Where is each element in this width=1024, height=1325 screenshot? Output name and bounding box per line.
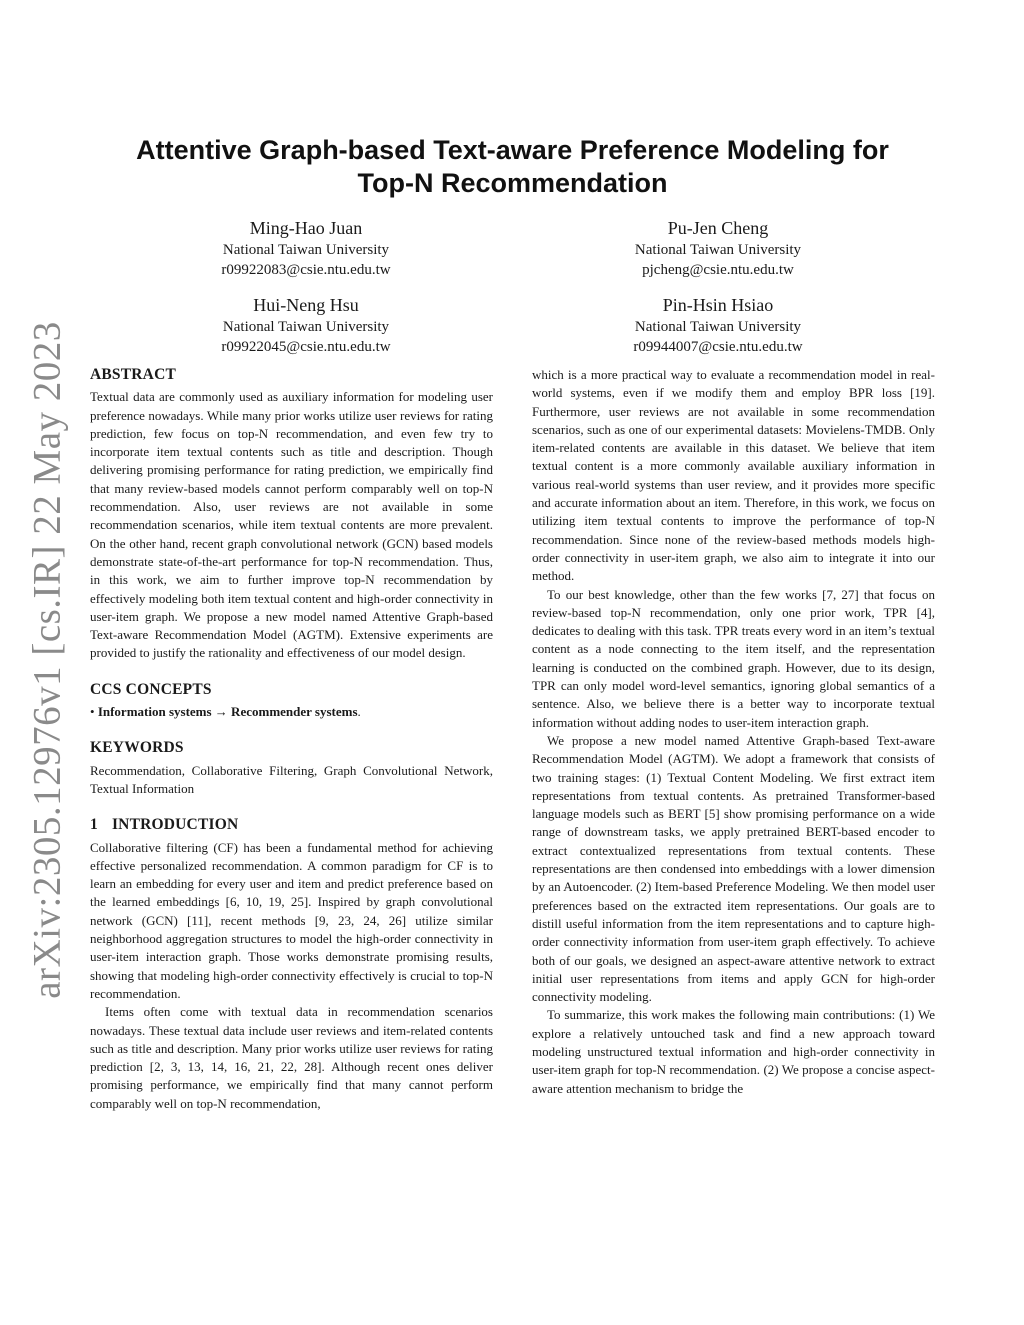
right-column xyxy=(532,366,935,1098)
ccs-heading: CCS CONCEPTS xyxy=(90,680,212,698)
author-2 xyxy=(568,216,868,280)
paper-title xyxy=(90,134,935,200)
right-paragraph-3: We propose a new model named Attentive Graph-based Text-aware Recommendation Model (AGTM). We adopt a framework that consists of two training stages: (1) Textual Content Modeling. We first extract item representations from textual contents. As pretrained Transformer-based language models such as BERT [5] show promising performance on a wide range of downstream tasks, we apply pretrained BERT-based encoder to extract contextualized representations from textual contents. These representations are then condensed into embeddings with a lower dimension by an Autoencoder. (2) Item-based Preference Modeling. We then model user preferences based on the extracted item representations. Our goals are to distill useful information from the item representations and to capture high-order connectivity information from user-item graph effectively. To achieve both of our goals, we designed an aspect-aware attentive network to extract initial user representations from items and apply GCN for high-order connectivity modeling. xyxy=(532,732,935,1005)
right-paragraph-1: which is a more practical way to evaluate a recommendation model in real-world systems, even if we modify them and employ BPR loss [19]. Furthermore, user reviews are not available in some recommendation scenarios, such as one of our experimental datasets: Movielens-TMDB. Only item-related contents are available in this dataset. We believe that item textual content is a more commonly available auxiliary information in various real-world systems than user review, and it provides more specific and accurate information about an item. Therefore, in this work, we focus on utilizing item textual contents to improve the performance of top-N recommendation. Since none of the review-based methods models high-order connectivity in user-item graph, we also aim to integrate it into our method. xyxy=(532,367,935,584)
right-paragraph-4: To summarize, this work makes the following main contributions: (1) We explore a relatively untouched task and find a new approach toward modeling unstructured textual information and high-order connectivity in user-item graph for top-N recommendation. (2) We propose a concise aspect-aware attention mechanism to bridge the xyxy=(532,1007,935,1096)
title-line-2: Top-N Recommendation xyxy=(357,168,668,198)
section-title: INTRODUCTION xyxy=(111,816,239,834)
arxiv-stamp xyxy=(22,321,72,999)
ccs-concept: Information systems → Recommender systems xyxy=(97,704,358,720)
author-email: r09922045@csie.ntu.edu.tw xyxy=(221,339,391,355)
intro-paragraph-1: Collaborative filtering (CF) has been a fundamental method for achieving effective personalized recommendation. A common paradigm for CF is to learn an embedding for every user and item and predict preference based on the learned embeddings [6, 10, 19, 25]. Inspired by graph convolutional network (GCN) [11], recent methods [9, 23, 24, 26] utilize similar neighborhood aggregation structures to model the high-order connectivity in user-item interaction graph. Those works demonstrate promising results, showing that modeling high-order connectivity effectively is crucial to top-N recommendation. xyxy=(90,839,493,1001)
keywords-heading: KEYWORDS xyxy=(90,739,184,757)
author-3 xyxy=(156,293,456,357)
author-email: r09922083@csie.ntu.edu.tw xyxy=(221,262,391,278)
author-name: Pu-Jen Cheng xyxy=(667,218,769,238)
author-affiliation: National Taiwan University xyxy=(222,319,390,335)
arxiv-stamp-text: arXiv:2305.12976v1 [cs.IR] 22 May 2023 xyxy=(25,321,69,999)
author-name: Hui-Neng Hsu xyxy=(253,295,359,315)
left-column xyxy=(90,366,493,1113)
abstract-heading: ABSTRACT xyxy=(90,366,177,383)
author-affiliation: National Taiwan University xyxy=(634,319,802,335)
author-1 xyxy=(156,216,456,280)
author-4 xyxy=(568,293,868,357)
title-line-1: Attentive Graph-based Text-aware Preference Modeling for xyxy=(136,135,889,165)
ccs-end: . xyxy=(357,704,361,720)
ccs-bullet: • xyxy=(90,704,98,720)
author-email: pjcheng@csie.ntu.edu.tw xyxy=(642,262,794,278)
section-number: 1 xyxy=(90,816,98,834)
author-name: Pin-Hsin Hsiao xyxy=(662,295,774,315)
author-email: r09944007@csie.ntu.edu.tw xyxy=(633,339,803,355)
abstract-text: Textual data are commonly used as auxiliary information for modeling user preference nowadays. While many prior works utilize user reviews for rating prediction, few focus on top-N recommendation, and even few try to incorporate item textual contents such as title and description. Though delivering promising performance for rating prediction, we empirically find that many review-based models cannot perform comparably well on top-N recommendation. Also, user reviews are not available in some recommendation scenarios, while item textual contents are more prevalent. On the other hand, recent graph convolutional network (GCN) based models demonstrate state-of-the-art performance for top-N recommendation. Thus, in this work, we aim to further improve top-N recommendation by effectively modeling both item textual content and high-order connectivity in user-item graph. We propose a new model named Attentive Graph-based Text-aware Recommendation Model (AGTM). Extensive experiments are provided to justify the rationality and effectiveness of our model design. xyxy=(90,389,493,661)
author-affiliation: National Taiwan University xyxy=(222,242,390,258)
intro-paragraph-2: Items often come with textual data in recommendation scenarios nowadays. These textual data include user reviews and item-related contents such as title and description. Many prior works utilize user reviews for rating prediction [2, 3, 13, 14, 16, 21, 22, 28]. Although recent ones deliver promising performance, we empirically find that many cannot perform comparably well on top-N recommendation, xyxy=(90,1004,493,1111)
intro-heading xyxy=(90,816,493,834)
right-paragraph-2: To our best knowledge, other than the few works [7, 27] that focus on review-based top-N recommendation, only one prior work, TPR [4], dedicates to dealing with this task. TPR treats every word in an item’s textual content as a node connecting to the item itself, and the representation learning is conducted on the combined graph. However, due to its design, TPR can only model word-level semantics, ignoring global semantics of a sentence. Also, we believe there is a better way to incorporate textual information without adding nodes to user-item interaction graph. xyxy=(532,586,935,730)
ccs-concepts xyxy=(90,703,493,721)
author-affiliation: National Taiwan University xyxy=(634,242,802,258)
keywords-text: Recommendation, Collaborative Filtering, Graph Convolutional Network, Textual Information xyxy=(90,762,493,796)
author-name: Ming-Hao Juan xyxy=(249,218,363,238)
